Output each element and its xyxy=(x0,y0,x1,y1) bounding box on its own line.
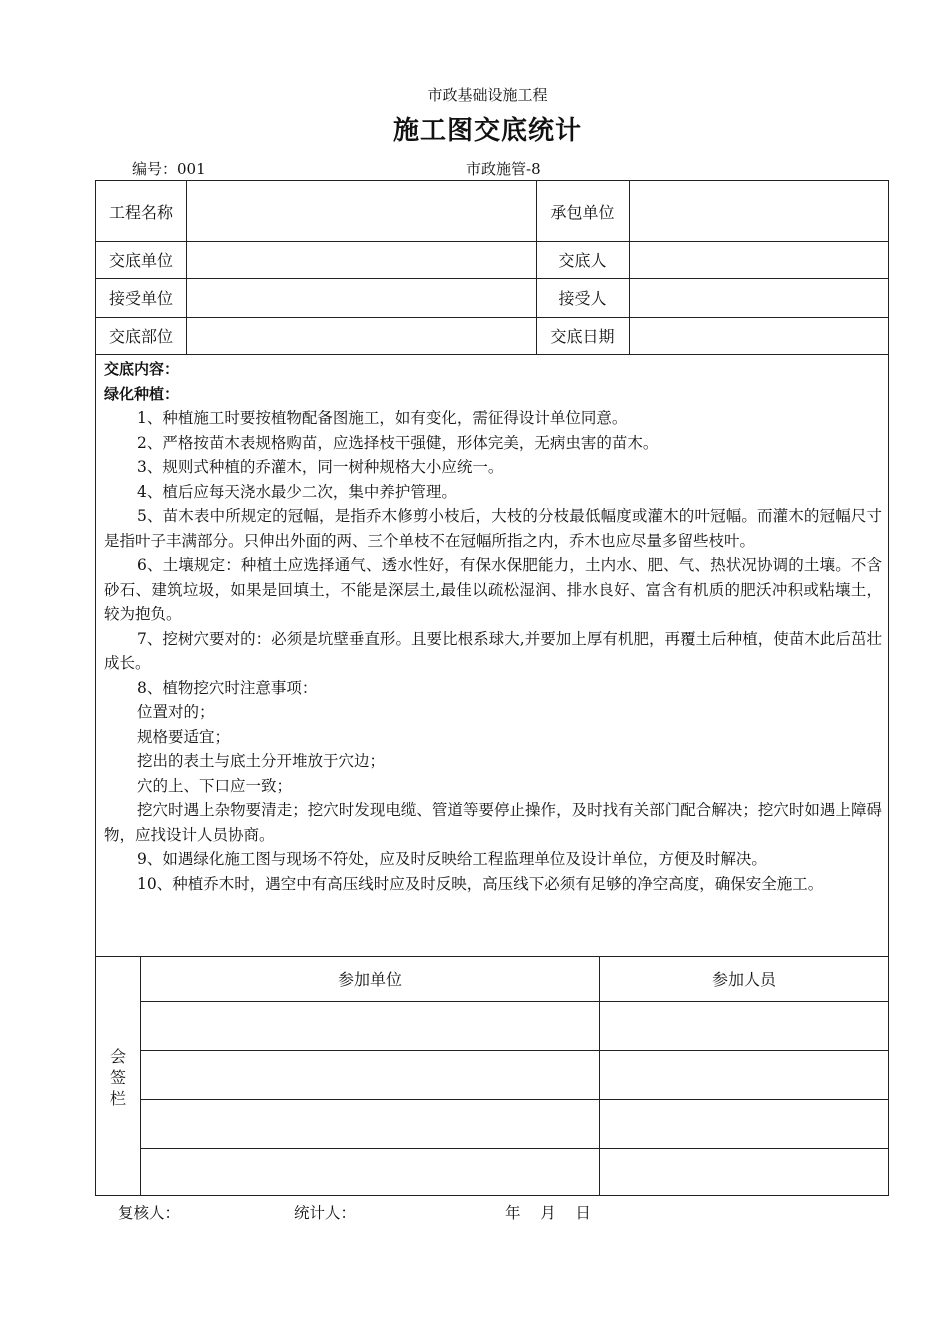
content-item: 挖穴时遇上杂物要清走；挖穴时发现电缆、管道等要停止操作，及时找有关部门配合解决；挖穴时如遇上障碍物，应找设计人员协商。 xyxy=(104,801,882,844)
disclosure-content xyxy=(104,357,882,896)
disclosure-part-label: 交底部位 xyxy=(108,327,173,346)
content-item: 位置对的； xyxy=(137,703,215,721)
project-name-label: 工程名称 xyxy=(108,202,173,222)
header-subtitle: 市政基础设施工程 xyxy=(427,86,548,104)
content-item: 4、植后应每天浇水最少二次，集中养护管理。 xyxy=(137,482,457,501)
page-title: 施工图交底统计 xyxy=(392,116,582,146)
receiver-field[interactable] xyxy=(630,278,888,317)
content-item: 1、种植施工时要按植物配备图施工，如有变化，需征得设计单位同意。 xyxy=(137,409,628,427)
signature-label-char: 签 xyxy=(109,1068,126,1087)
content-item: 5、苗木表中所规定的冠幅，是指乔木修剪小枝后，大枝的分枝最低幅度或灌木的叶冠幅。而灌木的冠幅尺寸是指叶子丰满部分。只伸出外面的两、三个单枝不在冠幅所指之内，乔木也应尽量多留些枝叶。 xyxy=(104,507,882,550)
content-item: 7、挖树穴要对的：必须是坑壁垂直形。且要比根系球大,并要加上厚有机肥，再覆土后种植，使苗木此后茁壮成长。 xyxy=(104,629,882,672)
disclosing-unit-label: 交底单位 xyxy=(108,251,173,270)
content-item: 规格要适宜； xyxy=(137,727,231,746)
row-divider xyxy=(140,1001,888,1002)
contractor-label: 承包单位 xyxy=(550,202,615,222)
content-item: 10、种植乔木时，遇空中有高压线时应及时反映，高压线下必须有足够的净空高度，确保安全施工。 xyxy=(137,874,824,893)
signature-label-char: 栏 xyxy=(109,1089,126,1108)
receiving-unit-field[interactable] xyxy=(187,278,536,317)
content-item: 挖出的表土与底土分开堆放于穴边； xyxy=(137,752,386,770)
discloser-field[interactable] xyxy=(630,241,888,278)
row-divider xyxy=(140,1148,888,1149)
date-label: 年 月 日 xyxy=(505,1204,591,1222)
statistician-label: 统计人： xyxy=(294,1204,357,1222)
row-divider xyxy=(140,1050,888,1051)
receiving-unit-label: 接受单位 xyxy=(108,289,173,308)
content-item: 穴的上、下口应一致； xyxy=(137,776,293,795)
disclosure-date-field[interactable] xyxy=(630,317,888,354)
content-item: 6、土壤规定：种植土应选择通气、透水性好，有保水保肥能力，土内水、肥、气、热状况协调的土壤。不含砂石、建筑垃圾，如果是回填土，不能是深层土,最佳以疏松湿润、排水良好、富含有机质的肥沃冲积或粘壤土，较为抱负。 xyxy=(104,556,882,623)
row-divider xyxy=(140,1099,888,1100)
disclosure-date-label: 交底日期 xyxy=(550,327,615,346)
participant-person-header: 参加人员 xyxy=(711,970,776,989)
discloser-label: 交底人 xyxy=(558,251,607,270)
signature-column-label xyxy=(96,1046,140,1109)
content-item: 8、植物挖穴时注意事项： xyxy=(137,678,318,697)
content-heading: 交底内容： xyxy=(104,360,180,378)
contractor-field[interactable] xyxy=(630,181,888,241)
receiver-label: 接受人 xyxy=(558,289,607,308)
project-name-field[interactable] xyxy=(187,181,536,241)
reviewer-label: 复核人： xyxy=(118,1204,181,1222)
disclosing-unit-field[interactable] xyxy=(187,241,536,278)
row-divider xyxy=(96,354,888,355)
form-code: 市政施管-8 xyxy=(466,160,541,178)
signature-label-char: 会 xyxy=(109,1047,126,1066)
disclosure-part-field[interactable] xyxy=(187,317,536,354)
content-item: 3、规则式种植的乔灌木，同一树种规格大小应统一。 xyxy=(137,458,504,476)
content-item: 9、如遇绿化施工图与现场不符处，应及时反映给工程监理单位及设计单位，方便及时解决。 xyxy=(137,850,767,868)
content-item: 2、严格按苗木表规格购苗，应选择枝干强健，形体完美，无病虫害的苗木。 xyxy=(137,433,659,452)
section-title: 绿化种植： xyxy=(104,384,180,403)
participant-unit-header: 参加单位 xyxy=(337,970,402,989)
document-number: 编号：001 xyxy=(132,160,206,178)
